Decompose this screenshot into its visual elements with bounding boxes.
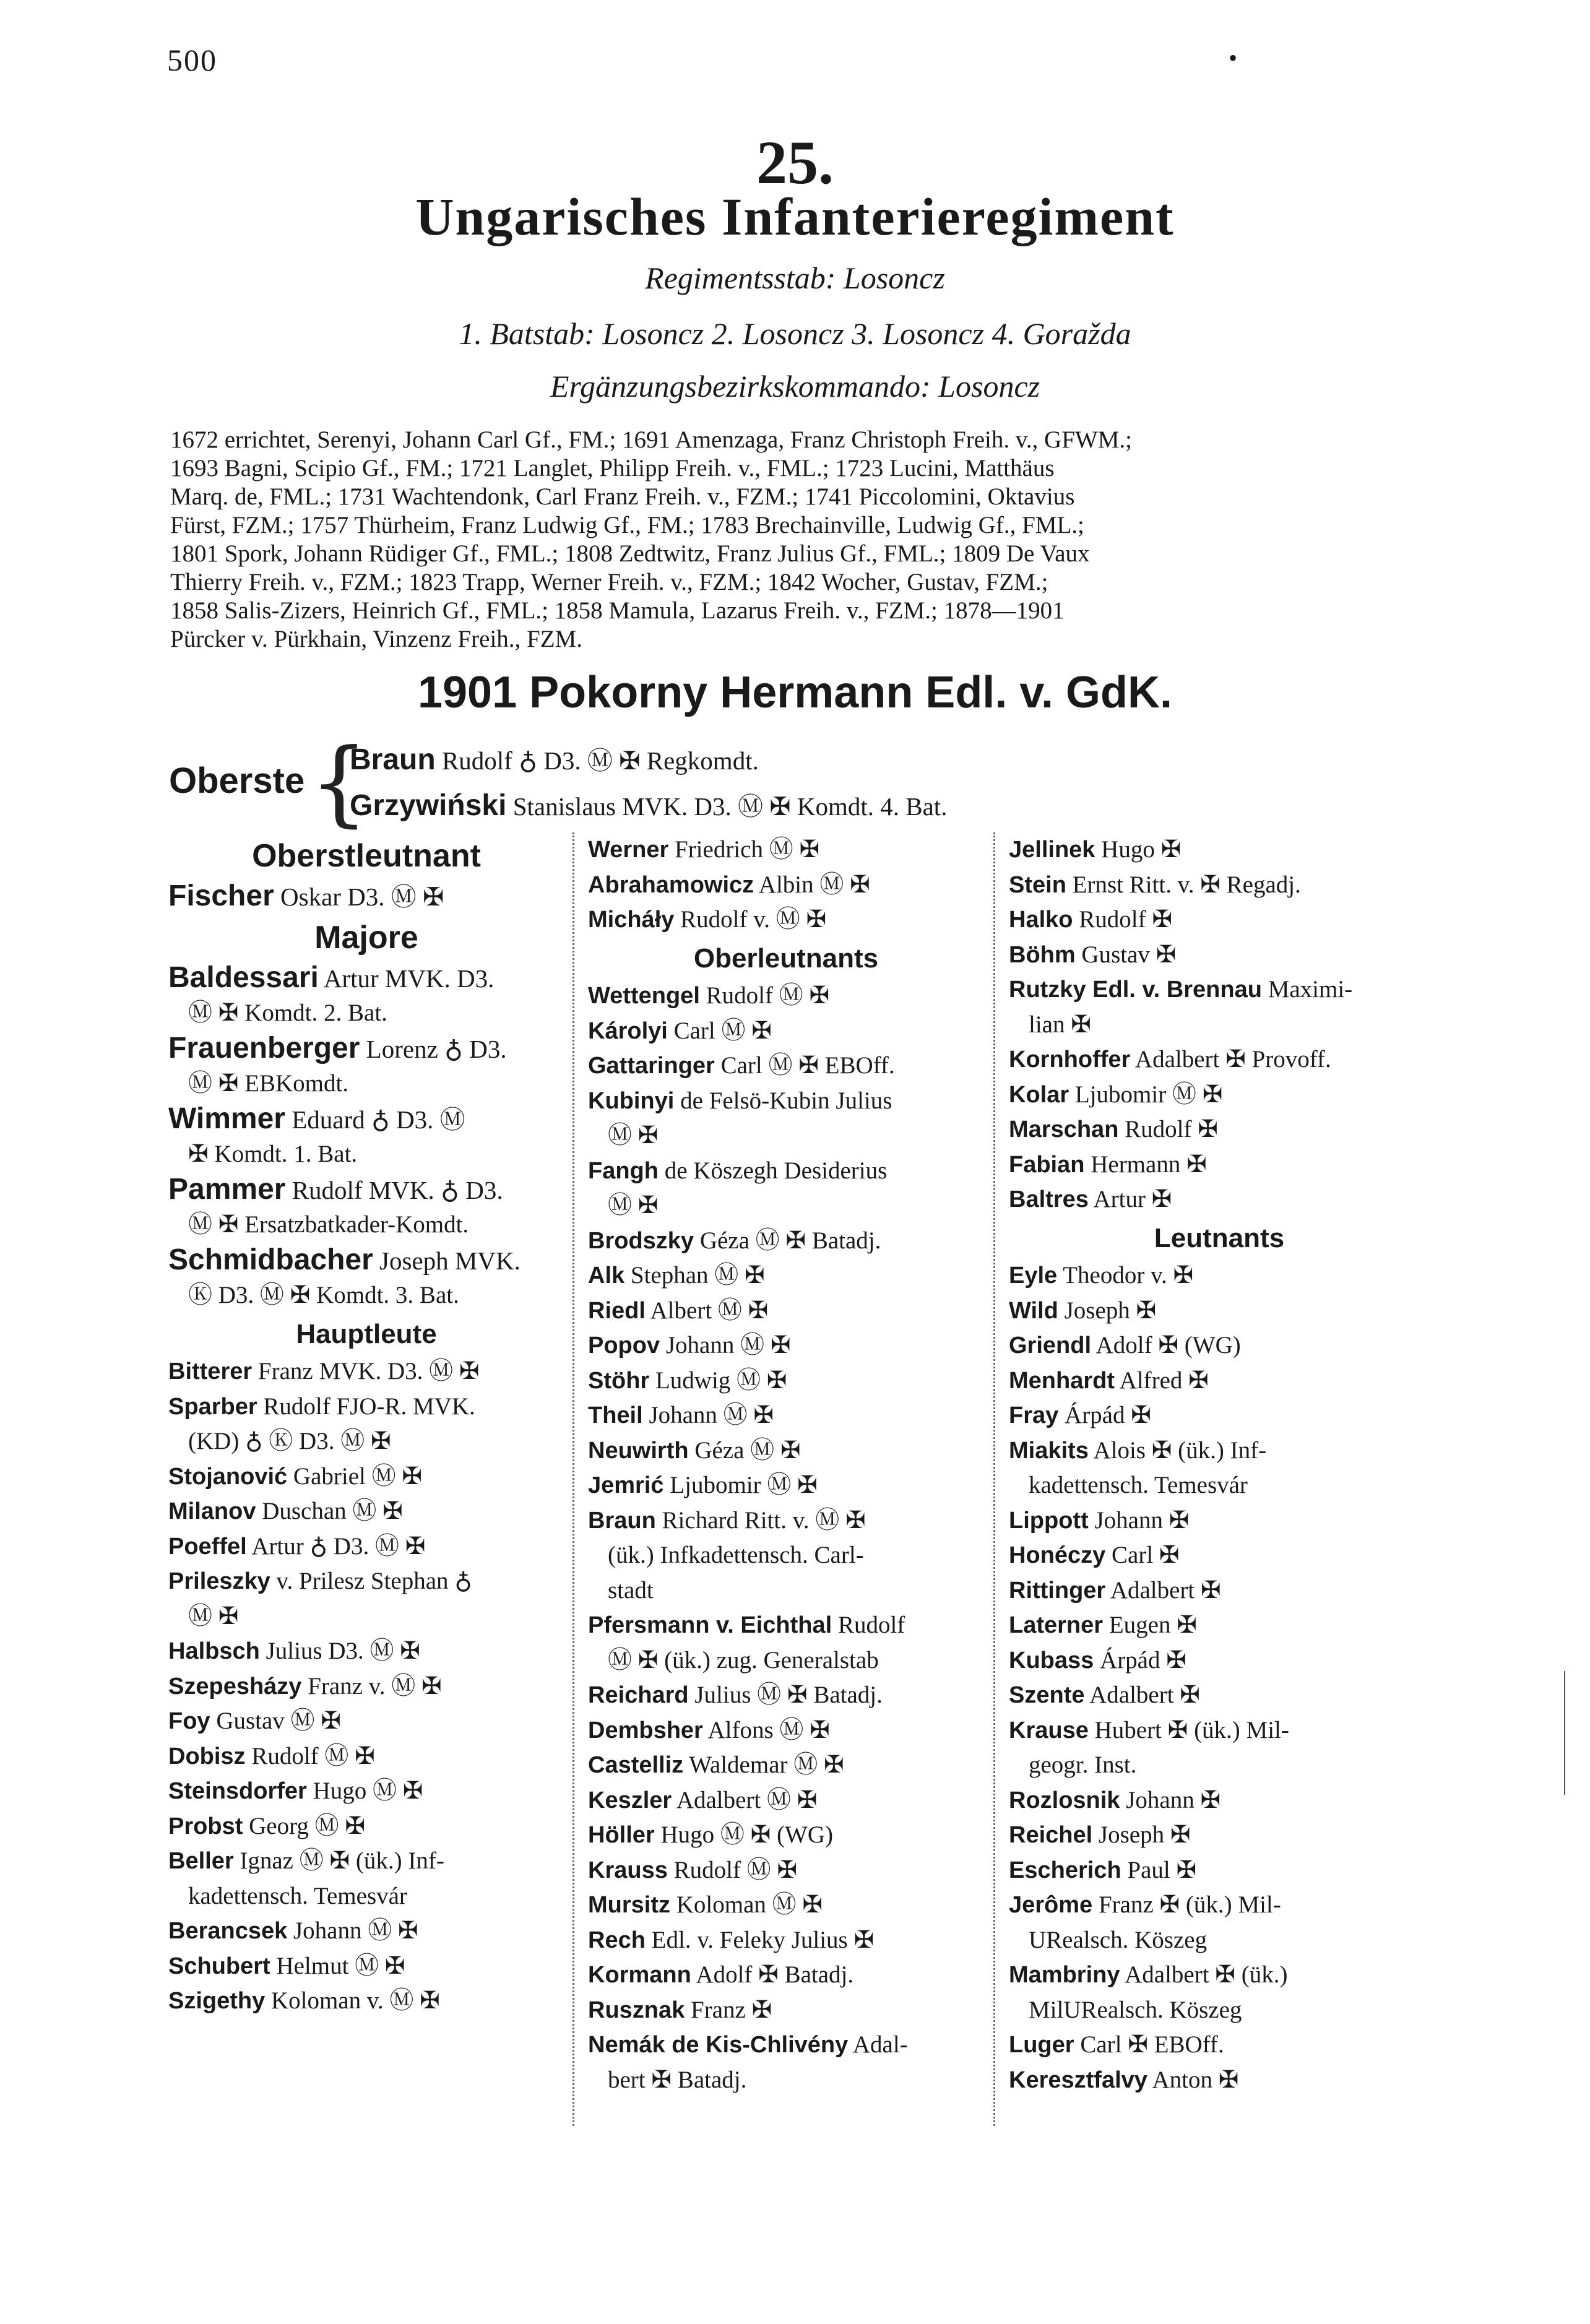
officer-entry xyxy=(1009,1713,1430,1748)
officer-details: Rudolf Ⓜ ✠ xyxy=(251,1742,375,1769)
officer-entry xyxy=(1009,1147,1430,1183)
officer-details: Alois ✠ (ük.) Inf- xyxy=(1093,1436,1267,1464)
officer-details: Stephan Ⓜ ✠ xyxy=(630,1262,765,1289)
officer-details: Oskar D3. Ⓜ ✠ xyxy=(280,882,444,911)
officer-entry xyxy=(168,1102,564,1138)
officer-entry xyxy=(588,1923,984,1958)
officer-details: Stanislaus MVK. D3. Ⓜ ✠ Komdt. 4. Bat. xyxy=(512,792,948,821)
officer-details: Johann ✠ xyxy=(1126,1786,1221,1813)
officer-details: Géza Ⓜ ✠ xyxy=(694,1436,801,1464)
officer-entry xyxy=(168,1494,564,1529)
officer-surname: Berancsek xyxy=(168,1918,288,1944)
officer-entry xyxy=(588,978,984,1014)
officer-entry-cont: (ük.) Infkadettensch. Carl- xyxy=(608,1542,864,1568)
officer-surname: Jellinek xyxy=(1009,837,1095,863)
officer-details: Georg Ⓜ ✠ xyxy=(249,1812,366,1839)
officer-details: Paul ✠ xyxy=(1127,1856,1197,1883)
officer-surname: Szente xyxy=(1009,1682,1085,1708)
officer-entry xyxy=(588,1468,984,1503)
officer-details: Joseph ✠ xyxy=(1064,1297,1157,1324)
officer-entry xyxy=(1009,1328,1430,1363)
officer-surname: Laterner xyxy=(1009,1612,1104,1638)
officer-entry xyxy=(1009,1608,1430,1643)
officer-details: Rudolf ✠ xyxy=(1079,906,1172,933)
officer-details: Alfons Ⓜ ✠ xyxy=(707,1716,830,1743)
officer-entry xyxy=(588,1048,984,1084)
officer-details: Ignaz Ⓜ ✠ (ük.) Inf- xyxy=(240,1847,444,1874)
officer-entry xyxy=(588,1783,984,1818)
officer-entry xyxy=(1009,1294,1430,1329)
officer-surname: Stöhr xyxy=(588,1367,650,1394)
officer-entry xyxy=(588,1398,984,1433)
officer-entry xyxy=(1009,1783,1430,1818)
officer-entry xyxy=(168,1844,564,1879)
officer-details: Gabriel Ⓜ ✠ xyxy=(293,1462,423,1490)
officer-entry xyxy=(1009,1888,1430,1923)
officer-details: Rudolf Ⓜ ✠ xyxy=(673,1856,798,1883)
officer-entry xyxy=(168,1243,564,1279)
officer-surname: Griendl xyxy=(1009,1333,1092,1359)
officer-entry xyxy=(588,1818,984,1853)
officer-surname: Baldessari xyxy=(168,961,319,994)
officer-entry xyxy=(588,1503,984,1539)
officer-details: Rudolf xyxy=(837,1612,905,1638)
officer-entry-cont: (KD) ♁ Ⓚ D3. Ⓜ ✠ xyxy=(188,1428,391,1454)
officer-entry xyxy=(168,1354,564,1389)
officer-entry xyxy=(168,1634,564,1669)
section-header-oberstleutnant: Oberstleutnant xyxy=(252,838,481,874)
regiment-history xyxy=(170,426,1420,654)
officer-details: Helmut Ⓜ ✠ xyxy=(276,1952,405,1979)
officer-surname: Höller xyxy=(588,1822,655,1848)
officer-entry xyxy=(588,1084,984,1119)
officer-entry xyxy=(588,1993,984,2028)
officer-surname: Probst xyxy=(168,1813,243,1839)
officer-details: Joseph MVK. xyxy=(379,1246,521,1275)
officer-entry xyxy=(1009,1503,1430,1539)
officer-surname: Kubass xyxy=(1009,1647,1094,1674)
officer-surname: Escherich xyxy=(1009,1857,1121,1883)
officer-entry xyxy=(168,1529,564,1565)
history-line: Fürst, FZM.; 1757 Thürheim, Franz Ludwig Gf., FM.; 1783 Brechainville, Ludwig Gf., FML.; xyxy=(170,512,1084,538)
officer-details: Gustav Ⓜ ✠ xyxy=(216,1708,341,1734)
officer-details: Albin Ⓜ ✠ xyxy=(758,871,870,898)
officer-details: Adolf ✠ Batadj. xyxy=(696,1961,854,1988)
officer-surname: Mursitz xyxy=(588,1892,670,1918)
officer-details: Adalbert ✠ xyxy=(1110,1576,1221,1604)
officer-surname: Krauss xyxy=(588,1857,668,1883)
officer-surname: Wimmer xyxy=(168,1102,285,1135)
officer-details: Rudolf ✠ xyxy=(1125,1116,1218,1143)
history-line: 1672 errichtet, Serenyi, Johann Carl Gf., FM.; 1691 Amenzaga, Franz Christoph Freih. v., GFWM.; xyxy=(170,426,1132,453)
column-divider xyxy=(572,832,574,2126)
officer-entry xyxy=(1009,1958,1430,1993)
history-line: Marq. de, FML.; 1731 Wachtendonk, Carl Franz Freih. v., FZM.; 1741 Piccolomini, Oktavius xyxy=(170,483,1075,510)
officer-details: Hugo ✠ xyxy=(1101,836,1182,863)
officer-entry-cont: Ⓜ ✠ xyxy=(608,1192,659,1219)
officer-details: Adalbert ✠ (ük.) xyxy=(1125,1961,1288,1988)
officer-entry xyxy=(588,1958,984,1993)
officer-details: Franz ✠ xyxy=(691,1996,772,2023)
officer-details: Alfred ✠ xyxy=(1119,1367,1209,1394)
officer-surname: Steinsdorfer xyxy=(168,1778,307,1804)
officer-entry xyxy=(168,1949,564,1984)
officer-entry xyxy=(1009,1538,1430,1573)
officer-surname: Frauenberger xyxy=(168,1031,360,1065)
bataillonsstaebe: 1. Batstab: Losoncz 2. Losoncz 3. Losoncz 4. Goražda xyxy=(459,316,1131,351)
officer-surname: Marschan xyxy=(1009,1117,1119,1143)
oberst-entry xyxy=(350,740,759,777)
officer-surname: Werner xyxy=(588,837,669,863)
officer-surname: Kormann xyxy=(588,1962,691,1988)
officer-surname: Krause xyxy=(1009,1717,1089,1743)
officer-surname: Mambriny xyxy=(1009,1962,1120,1988)
history-line: 1801 Spork, Johann Rüdiger Gf., FML.; 1808 Zedtwitz, Franz Julius Gf., FML.; 1809 De Vaux xyxy=(170,540,1090,567)
officer-surname: Wettengel xyxy=(588,983,700,1009)
officer-entry-cont: kadettensch. Temesvár xyxy=(1029,1472,1248,1498)
officer-entry xyxy=(168,1669,564,1704)
officer-surname: Sparber xyxy=(168,1393,257,1420)
history-line: 1693 Bagni, Scipio Gf., FM.; 1721 Langlet, Philipp Freih. v., FML.; 1723 Lucini, Matthäus xyxy=(170,455,1055,482)
officer-entry xyxy=(1009,1433,1430,1469)
inhaber: 1901 Pokorny Hermann Edl. v. GdK. xyxy=(417,668,1173,717)
officer-entry xyxy=(1009,2063,1430,2098)
officer-entry xyxy=(1009,938,1430,973)
officer-entry xyxy=(168,1031,564,1067)
officer-details: Rudolf ♁ D3. Ⓜ ✠ Regkomdt. xyxy=(441,746,759,775)
officer-surname: Castelliz xyxy=(588,1752,684,1778)
column-2 xyxy=(588,832,984,2097)
officer-entry xyxy=(1009,1363,1430,1399)
officer-entry xyxy=(1009,1042,1430,1078)
officer-surname: Kornhoffer xyxy=(1009,1047,1131,1073)
officer-surname: Jemrić xyxy=(588,1472,664,1498)
officer-entry xyxy=(168,1459,564,1495)
officer-details: Rudolf FJO-R. MVK. xyxy=(263,1393,475,1420)
officer-surname: Honéczy xyxy=(1009,1542,1106,1568)
officer-surname: Poeffel xyxy=(168,1533,247,1560)
history-line: Thierry Freih. v., FZM.; 1823 Trapp, Werner Freih. v., FZM.; 1842 Wocher, Gustav, FZM.; xyxy=(170,569,1048,595)
officer-entry-cont: Ⓜ ✠ Ersatzbatkader-Komdt. xyxy=(188,1211,469,1238)
officer-entry xyxy=(1009,1818,1430,1853)
officer-entry xyxy=(1009,2028,1430,2063)
officer-entry xyxy=(1009,832,1430,868)
officer-entry-cont: URealsch. Köszeg xyxy=(1029,1926,1208,1953)
officer-details: Hermann ✠ xyxy=(1091,1151,1207,1178)
officer-details: Gustav ✠ xyxy=(1081,941,1177,968)
officer-details: Franz v. Ⓜ ✠ xyxy=(308,1672,442,1700)
officer-entry-cont: bert ✠ Batadj. xyxy=(608,2066,747,2093)
officer-surname: Halko xyxy=(1009,907,1073,933)
officer-entry xyxy=(168,1564,564,1599)
officer-details: Waldemar Ⓜ ✠ xyxy=(689,1752,844,1778)
officer-details: Carl ✠ EBOff. xyxy=(1080,2031,1224,2058)
officer-surname: Popov xyxy=(588,1333,660,1359)
officer-entry xyxy=(1009,1258,1430,1294)
officer-entry-cont: Ⓜ ✠ xyxy=(608,1122,659,1149)
officer-surname: Fischer xyxy=(168,879,274,912)
officer-details: Adolf ✠ (WG) xyxy=(1095,1332,1241,1359)
officer-surname: Nemák de Kis-Chlivény xyxy=(588,2032,849,2058)
officer-details: Eduard ♁ D3. Ⓜ xyxy=(292,1105,465,1134)
officer-details: Adalbert ✠ xyxy=(1089,1682,1200,1708)
officer-surname: Neuwirth xyxy=(588,1437,689,1464)
officer-surname: Gattaringer xyxy=(588,1053,715,1079)
officer-entry xyxy=(1009,868,1430,903)
officer-details: Hubert ✠ (ük.) Mil- xyxy=(1094,1716,1289,1743)
brace-icon: { xyxy=(309,729,369,837)
officer-details: Ljubomir Ⓜ ✠ xyxy=(670,1472,818,1498)
ergaenzungsbezirk: Ergänzungsbezirkskommando: Losoncz xyxy=(550,369,1040,404)
officer-surname: Milanov xyxy=(168,1498,256,1524)
officer-surname: Szepesházy xyxy=(168,1673,302,1700)
officer-details: Franz MVK. D3. Ⓜ ✠ xyxy=(257,1358,480,1384)
officer-details: v. Prilesz Stephan ♁ xyxy=(276,1568,472,1594)
history-line: Pürcker v. Pürkhain, Vinzenz Freih., FZM. xyxy=(170,626,582,652)
officer-entry xyxy=(588,1433,984,1469)
officer-entry xyxy=(168,1172,564,1208)
officer-details: Árpád ✠ xyxy=(1100,1646,1186,1674)
officer-surname: Menhardt xyxy=(1009,1367,1115,1394)
officer-surname: Keszler xyxy=(588,1787,672,1813)
officer-entry xyxy=(588,1294,984,1329)
section-header-majore: Majore xyxy=(314,920,418,956)
officer-entry xyxy=(588,1608,984,1643)
officer-surname: Halbsch xyxy=(168,1638,260,1664)
officer-entry xyxy=(588,1154,984,1189)
officer-surname: Bitterer xyxy=(168,1359,253,1384)
officer-details: Adalbert Ⓜ ✠ xyxy=(676,1786,818,1813)
officer-entry xyxy=(588,1678,984,1713)
officer-details: Artur ✠ xyxy=(1093,1186,1172,1212)
officer-entry xyxy=(588,1888,984,1923)
officer-entry xyxy=(1009,972,1430,1008)
officer-surname: Braun xyxy=(588,1507,656,1534)
officer-entry-cont: ✠ Komdt. 1. Bat. xyxy=(188,1141,358,1167)
officer-surname: Szigethy xyxy=(168,1988,266,2014)
oberst-entry xyxy=(350,786,947,823)
officer-details: de Köszegh Desiderius xyxy=(664,1157,888,1184)
officer-surname: Prileszky xyxy=(168,1568,270,1594)
officer-surname: Lippott xyxy=(1009,1507,1089,1534)
officer-entry xyxy=(588,832,984,868)
section-header-hauptleute: Hauptleute xyxy=(296,1318,437,1349)
officer-entry xyxy=(168,1774,564,1809)
officer-entry xyxy=(1009,1078,1430,1113)
officer-entry xyxy=(168,1739,564,1774)
officer-entry xyxy=(588,1748,984,1783)
officer-entry-cont: Ⓜ ✠ Komdt. 2. Bat. xyxy=(188,1000,387,1026)
officer-entry xyxy=(168,1389,564,1425)
officer-surname: Foy xyxy=(168,1708,210,1734)
officer-surname: Károlyi xyxy=(588,1017,668,1044)
officer-surname: Stojanović xyxy=(168,1463,288,1490)
officer-surname: Braun xyxy=(350,743,436,776)
officer-details: Friedrich Ⓜ ✠ xyxy=(675,836,820,863)
officer-details: Maximi- xyxy=(1268,976,1353,1003)
officer-surname: Böhm xyxy=(1009,941,1076,968)
officer-surname: Schmidbacher xyxy=(168,1243,373,1276)
officer-details: Julius D3. Ⓜ ✠ xyxy=(266,1638,420,1664)
officer-details: Franz ✠ (ük.) Mil- xyxy=(1098,1891,1281,1918)
officer-entry xyxy=(588,902,984,938)
officer-entry xyxy=(168,879,564,915)
regiment-number: 25. xyxy=(756,128,834,197)
officer-details: de Felsö-Kubin Julius xyxy=(680,1087,892,1114)
officer-details: Adalbert ✠ Provoff. xyxy=(1134,1046,1331,1073)
officer-details: Hugo Ⓜ ✠ xyxy=(313,1778,423,1804)
officer-surname: Beller xyxy=(168,1848,234,1874)
officer-surname: Rittinger xyxy=(1009,1577,1106,1604)
officer-surname: Keresztfalvy xyxy=(1009,2067,1147,2093)
officer-details: Julius Ⓜ ✠ Batadj. xyxy=(694,1682,883,1708)
history-line: 1858 Salis-Zizers, Heinrich Gf., FML.; 1858 Mamula, Lazarus Freih. v., FZM.; 1878—1901 xyxy=(170,597,1065,624)
officer-details: Johann Ⓜ ✠ xyxy=(649,1402,774,1428)
officer-details: Árpád ✠ xyxy=(1065,1402,1151,1428)
officer-surname: Dobisz xyxy=(168,1743,246,1769)
officer-surname: Riedl xyxy=(588,1297,646,1324)
officer-entry-cont: lian ✠ xyxy=(1029,1011,1091,1038)
officer-details: Géza Ⓜ ✠ Batadj. xyxy=(699,1227,881,1254)
section-header-leutnants: Leutnants xyxy=(1154,1222,1285,1253)
officer-entry xyxy=(1009,1853,1430,1888)
officer-surname: Abrahamowicz xyxy=(588,871,754,898)
officer-surname: Grzywiński xyxy=(350,789,507,822)
officer-details: Hugo Ⓜ ✠ (WG) xyxy=(660,1821,833,1848)
officer-surname: Baltres xyxy=(1009,1186,1089,1212)
officer-surname: Kubinyi xyxy=(588,1087,675,1114)
officer-details: Rudolf Ⓜ ✠ xyxy=(706,982,830,1009)
officer-details: Carl ✠ xyxy=(1112,1542,1180,1568)
officer-entry xyxy=(1009,1573,1430,1609)
officer-details: Johann ✠ xyxy=(1094,1506,1190,1534)
regimentsstab: Regimentsstab: Losoncz xyxy=(645,261,945,295)
officer-surname: Pammer xyxy=(168,1172,286,1206)
officer-entry xyxy=(1009,1182,1430,1217)
officer-entry xyxy=(588,1328,984,1363)
officer-entry-cont: stadt xyxy=(608,1576,654,1604)
officer-surname: Fray xyxy=(1009,1402,1059,1428)
officer-details: Adal- xyxy=(852,2031,908,2058)
officer-details: Albert Ⓜ ✠ xyxy=(650,1297,769,1324)
officer-details: Rudolf MVK. ♁ D3. xyxy=(292,1175,503,1204)
officer-surname: Schubert xyxy=(168,1953,270,1979)
officer-surname: Theil xyxy=(588,1402,643,1428)
officer-entry xyxy=(588,1224,984,1259)
officer-surname: Rozlosnik xyxy=(1009,1787,1120,1813)
officer-surname: Rech xyxy=(588,1927,646,1953)
officer-entry-cont: Ⓜ ✠ xyxy=(188,1602,239,1630)
regiment-title: Ungarisches Infanterieregiment xyxy=(415,187,1175,246)
officer-surname: Brodszky xyxy=(588,1227,694,1254)
officer-details: Theodor v. ✠ xyxy=(1063,1262,1194,1289)
officer-surname: Stein xyxy=(1009,871,1066,898)
officer-entry xyxy=(588,868,984,903)
officer-details: Koloman v. Ⓜ ✠ xyxy=(271,1987,440,2014)
officer-entry xyxy=(1009,1112,1430,1147)
officer-entry xyxy=(168,961,564,996)
officer-entry xyxy=(588,1363,984,1399)
officer-surname: Alk xyxy=(588,1263,625,1289)
officer-entry-cont: Ⓜ ✠ EBKomdt. xyxy=(188,1070,349,1097)
section-header-oberleutnants: Oberleutnants xyxy=(693,943,879,974)
officer-surname: Eyle xyxy=(1009,1263,1058,1289)
column-1 xyxy=(168,832,564,2019)
officer-surname: Pfersmann v. Eichthal xyxy=(588,1612,832,1638)
officer-details: Carl Ⓜ ✠ EBOff. xyxy=(720,1052,895,1079)
officer-details: Carl Ⓜ ✠ xyxy=(673,1017,772,1044)
officer-entry xyxy=(588,1853,984,1888)
officer-details: Joseph ✠ xyxy=(1098,1821,1191,1848)
officer-entry xyxy=(588,1713,984,1748)
officer-surname: Kolar xyxy=(1009,1081,1069,1108)
officer-details: Ljubomir Ⓜ ✠ xyxy=(1074,1081,1223,1108)
column-3 xyxy=(1009,832,1430,2097)
officer-surname: Micháły xyxy=(588,907,675,933)
officer-entry-cont: MilURealsch. Köszeg xyxy=(1029,1996,1242,2023)
officer-surname: Rutzky Edl. v. Brennau xyxy=(1009,977,1262,1003)
officer-surname: Wild xyxy=(1009,1297,1058,1324)
oberste-label: Oberste xyxy=(169,761,305,801)
officer-entry xyxy=(588,1014,984,1049)
officer-entry xyxy=(168,1984,564,2019)
officer-details: Lorenz ♁ D3. xyxy=(366,1034,507,1063)
officer-entry xyxy=(168,1914,564,1949)
officer-entry xyxy=(1009,1678,1430,1713)
scan-edge-line xyxy=(1564,1671,1565,1795)
officer-details: Duschan Ⓜ ✠ xyxy=(262,1498,403,1524)
officer-surname: Fangh xyxy=(588,1157,659,1184)
officer-surname: Jerôme xyxy=(1009,1892,1093,1918)
officer-details: Rudolf v. Ⓜ ✠ xyxy=(680,906,827,933)
officer-details: Anton ✠ xyxy=(1152,2066,1239,2093)
officer-details: Ernst Ritt. v. ✠ Regadj. xyxy=(1072,871,1301,898)
officer-details: Johann Ⓜ ✠ xyxy=(665,1332,791,1359)
officer-entry xyxy=(1009,1398,1430,1433)
officer-entry xyxy=(1009,1643,1430,1678)
officer-surname: Miakits xyxy=(1009,1437,1089,1464)
officer-entry-cont: Ⓚ D3. Ⓜ ✠ Komdt. 3. Bat. xyxy=(188,1282,459,1308)
officer-details: Eugen ✠ xyxy=(1108,1612,1197,1638)
scan-mark: • xyxy=(1229,44,1238,72)
officer-entry-cont: Ⓜ ✠ (ük.) zug. Generalstab xyxy=(608,1646,879,1674)
officer-surname: Reichard xyxy=(588,1682,689,1708)
officer-surname: Dembsher xyxy=(588,1717,703,1743)
officer-entry xyxy=(168,1704,564,1739)
officer-surname: Fabian xyxy=(1009,1151,1085,1178)
officer-surname: Luger xyxy=(1009,2032,1074,2058)
officer-details: Artur MVK. D3. xyxy=(323,964,495,993)
officer-details: Richard Ritt. v. Ⓜ ✠ xyxy=(662,1506,866,1534)
officer-details: Koloman Ⓜ ✠ xyxy=(676,1891,823,1918)
officer-details: Artur ♁ D3. Ⓜ ✠ xyxy=(251,1532,426,1560)
officer-entry-cont: kadettensch. Temesvár xyxy=(188,1882,407,1909)
officer-entry xyxy=(588,1258,984,1294)
officer-entry xyxy=(588,2028,984,2063)
officer-surname: Rusznak xyxy=(588,1997,685,2023)
officer-entry-cont: geogr. Inst. xyxy=(1029,1752,1137,1778)
officer-surname: Reichel xyxy=(1009,1822,1093,1848)
officer-details: Edl. v. Feleky Julius ✠ xyxy=(651,1926,875,1953)
officer-details: Ludwig Ⓜ ✠ xyxy=(655,1367,787,1394)
officer-details: Johann Ⓜ ✠ xyxy=(293,1917,418,1944)
officer-entry xyxy=(168,1809,564,1844)
column-divider xyxy=(993,832,995,2126)
page-number: 500 xyxy=(167,43,217,77)
officer-entry xyxy=(1009,902,1430,938)
